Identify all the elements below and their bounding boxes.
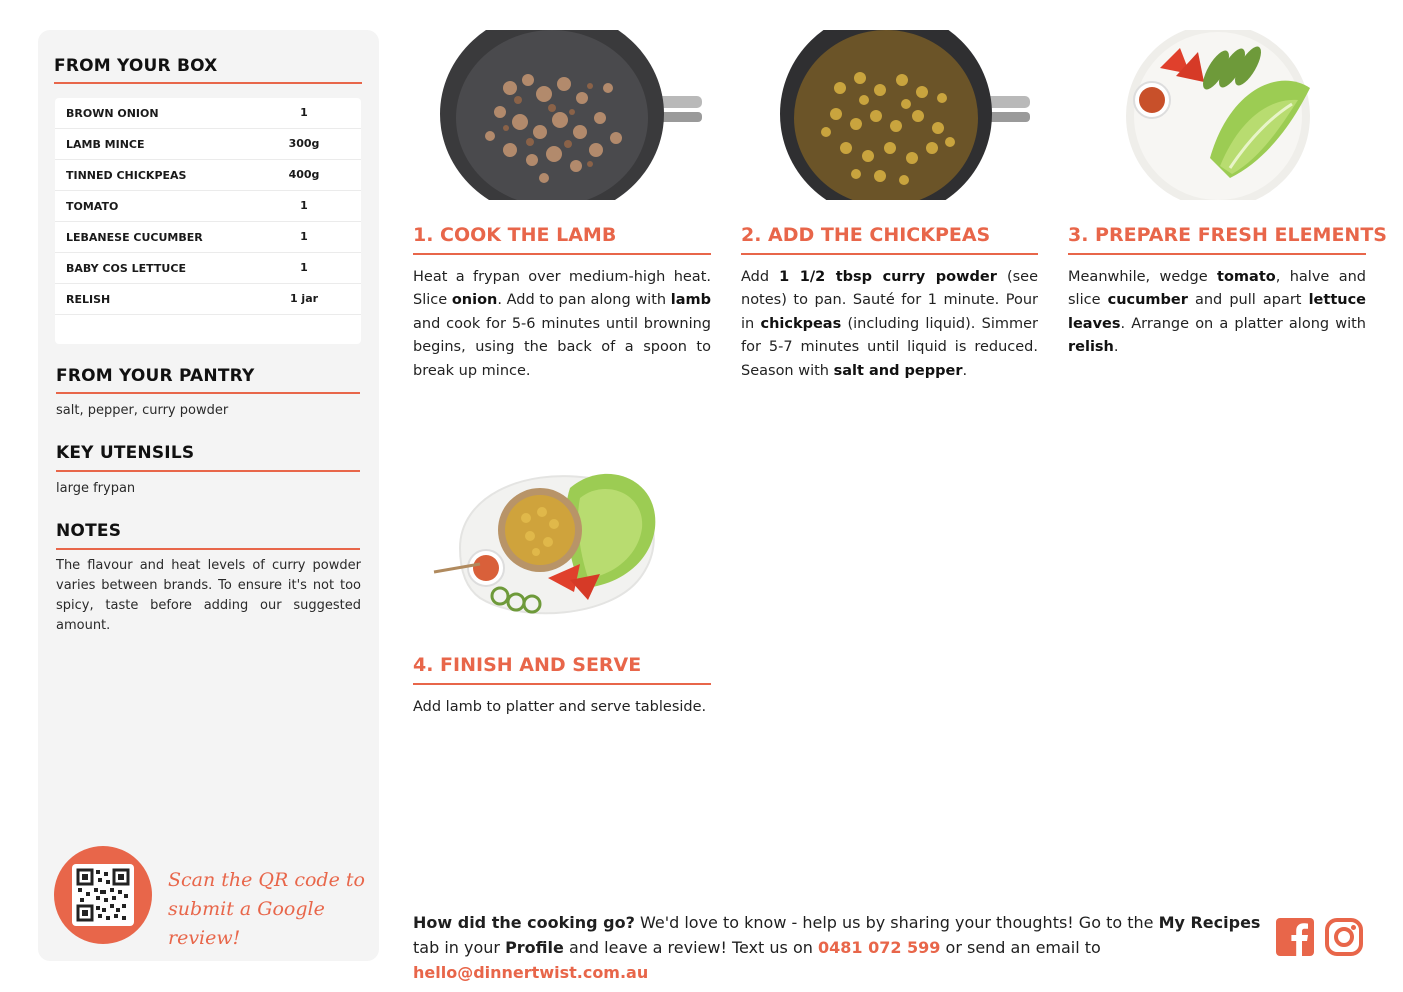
- qr-prompt-line-2: submit a Google review!: [168, 898, 325, 949]
- ingredient-name: BABY COS LETTUCE: [66, 262, 186, 275]
- ingredient-qty: 400g: [288, 168, 320, 181]
- notes-rule: [56, 548, 360, 550]
- instruction-text: Add: [741, 269, 780, 285]
- ingredient-highlight: onion: [451, 292, 498, 309]
- instruction-text: and cook for 5-6 minutes until browning begins, using the back of a spoon to break up mince.: [413, 315, 711, 379]
- fresh-platter-image: [1120, 28, 1320, 200]
- notes-text: The flavour and heat levels of curry powder varies between brands. To ensure it's not too spicy, taste before adding our suggested amount.: [56, 558, 361, 633]
- instruction-text: . Add to pan along with: [497, 292, 671, 309]
- instruction-text: .: [962, 362, 968, 379]
- ingredients-table: [55, 98, 361, 344]
- instruction-text: . Arrange on a platter along with: [1120, 315, 1366, 332]
- footer-text: My Recipes: [1158, 913, 1261, 932]
- step-3-rule: [1068, 253, 1366, 255]
- qr-badge[interactable]: [54, 846, 152, 944]
- ingredient-qty: 1 jar: [289, 292, 319, 305]
- ingredient-qty: 1: [300, 199, 308, 212]
- footer-text: Profile: [505, 938, 564, 957]
- step-4-rule: [413, 683, 711, 685]
- step-2-title: 2. ADD THE CHICKPEAS: [741, 224, 991, 246]
- pantry-rule: [56, 392, 360, 394]
- instruction-text: .: [1113, 339, 1119, 356]
- step-1-title: 1. COOK THE LAMB: [413, 224, 617, 246]
- instruction-text: Add lamb to platter and serve tableside.: [413, 699, 707, 715]
- instruction-text: , halve and slice: [1068, 269, 1366, 309]
- ingredient-name: TINNED CHICKPEAS: [66, 169, 187, 182]
- footer-text: and leave a review! Text us on: [563, 938, 818, 957]
- ingredient-highlight: lamb: [670, 292, 711, 309]
- ingredient-row: [55, 222, 361, 253]
- step-4-body: [413, 696, 711, 719]
- ingredient-highlight: 1 1/2 tbsp curry powder: [779, 269, 997, 285]
- ingredient-qty: 1: [300, 261, 308, 274]
- ingredient-highlight: tomato: [1217, 269, 1276, 285]
- footer-text: or send an email to: [940, 938, 1101, 957]
- from-your-pantry-title: FROM YOUR PANTRY: [56, 366, 255, 386]
- pantry-text: salt, pepper, curry powder: [56, 403, 229, 418]
- ingredients-sidebar: [38, 30, 379, 961]
- utensils-rule: [56, 470, 360, 472]
- instruction-text: and pull apart: [1187, 292, 1309, 309]
- ingredient-highlight: relish: [1068, 339, 1114, 356]
- from-your-box-title: FROM YOUR BOX: [54, 56, 218, 76]
- ingredient-row: [55, 191, 361, 222]
- footer-text: How did the cooking go?: [413, 913, 635, 932]
- step-4-title: 4. FINISH AND SERVE: [413, 654, 642, 676]
- ingredient-highlight: cucumber: [1107, 292, 1188, 309]
- notes-title: NOTES: [56, 521, 122, 541]
- ingredient-row: [55, 253, 361, 284]
- ingredient-highlight: chickpeas: [760, 315, 842, 332]
- ingredient-row: [55, 284, 361, 315]
- footer-text: We'd love to know - help us by sharing your thoughts! Go to the: [634, 913, 1159, 932]
- instruction-text: (see notes) to pan. Sauté for 1 minute. Pour in: [741, 269, 1039, 332]
- instagram-icon[interactable]: [1325, 918, 1363, 956]
- instruction-text: Meanwhile, wedge: [1068, 269, 1218, 285]
- qr-review-prompt: [168, 866, 368, 953]
- from-your-box-rule: [54, 82, 362, 84]
- ingredient-name: TOMATO: [66, 200, 119, 213]
- step-1-rule: [413, 253, 711, 255]
- ingredient-qty: 1: [300, 230, 308, 243]
- ingredient-name: BROWN ONION: [66, 107, 159, 120]
- review-footer: [413, 910, 1263, 985]
- frypan-lamb-image: [440, 28, 705, 200]
- facebook-icon[interactable]: [1276, 918, 1314, 956]
- ingredient-row: [55, 129, 361, 160]
- ingredient-row: [55, 98, 361, 129]
- served-platter-image: [430, 458, 665, 620]
- step-1-body: [413, 266, 711, 383]
- contact-link[interactable]: hello@dinnertwist.com.au: [413, 963, 649, 982]
- qr-code-icon[interactable]: [72, 864, 134, 926]
- ingredient-name: LAMB MINCE: [66, 138, 145, 151]
- ingredient-name: LEBANESE CUCUMBER: [66, 231, 203, 244]
- utensils-text: large frypan: [56, 481, 136, 496]
- ingredient-qty: 300g: [288, 137, 320, 150]
- ingredient-highlight: lettuce leaves: [1068, 292, 1366, 332]
- qr-prompt-line-1: Scan the QR code to: [168, 869, 365, 891]
- contact-link[interactable]: 0481 072 599: [817, 938, 941, 957]
- ingredient-row: [55, 160, 361, 191]
- footer-text: tab in your: [413, 938, 506, 957]
- step-2-body: [741, 266, 1038, 383]
- ingredient-qty: 1: [300, 106, 308, 119]
- step-2-rule: [741, 253, 1038, 255]
- ingredient-name: RELISH: [66, 293, 111, 306]
- ingredient-highlight: salt and pepper: [833, 362, 963, 379]
- step-3-title: 3. PREPARE FRESH ELEMENTS: [1068, 224, 1387, 246]
- key-utensils-title: KEY UTENSILS: [56, 443, 195, 463]
- step-3-body: [1068, 266, 1366, 360]
- frypan-chickpeas-image: [780, 28, 1035, 200]
- instruction-text: (including liquid). Simmer for 5-7 minutes until liquid is reduced. Season with: [741, 315, 1038, 379]
- instruction-text: Heat a frypan over medium-high heat. Slice: [413, 269, 711, 309]
